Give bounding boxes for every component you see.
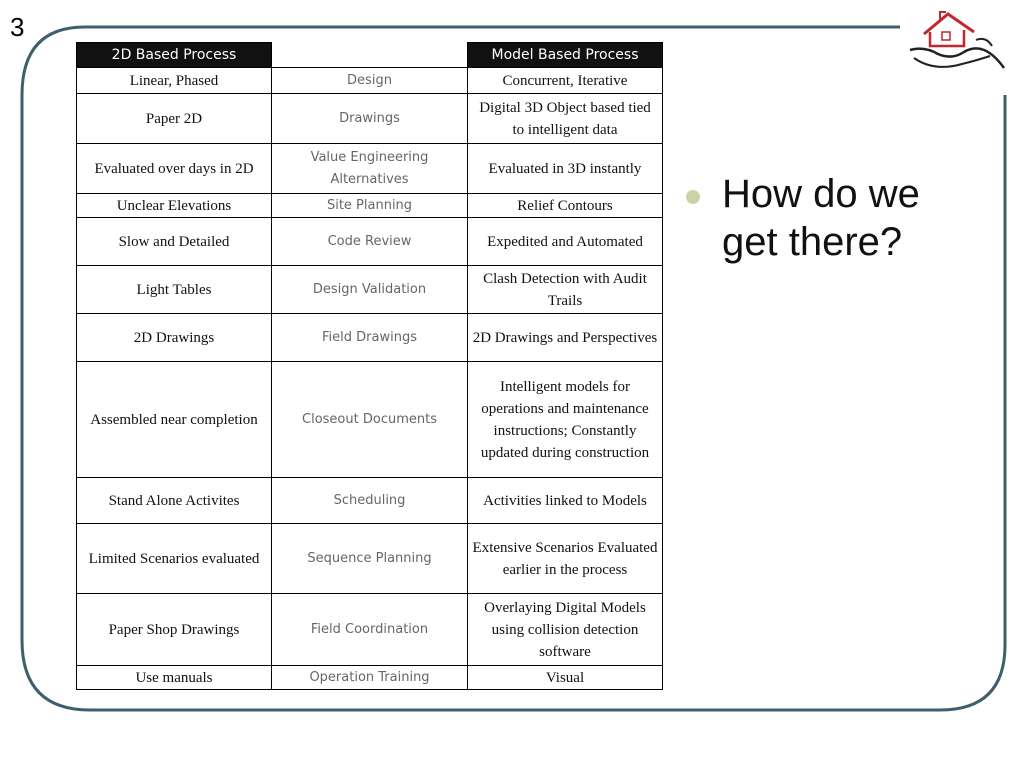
cell-model: Intelligent models for operations and maintenance instructions; Constantly updated during construction: [468, 362, 663, 478]
table-row: [77, 68, 663, 94]
house-in-hand-icon: [904, 6, 1012, 76]
table-row: [77, 144, 663, 194]
table-header-row: [77, 43, 663, 68]
cell-aspect: Field Drawings: [272, 314, 468, 362]
cell-aspect: Scheduling: [272, 478, 468, 524]
cell-model: 2D Drawings and Perspectives: [468, 314, 663, 362]
cell-2d: Evaluated over days in 2D: [77, 144, 272, 194]
cell-model: Concurrent, Iterative: [468, 68, 663, 94]
cell-aspect: Closeout Documents: [272, 362, 468, 478]
table-row: [77, 524, 663, 594]
cell-2d: Unclear Elevations: [77, 194, 272, 218]
bullet-question: How do we get there?: [722, 172, 920, 264]
cell-aspect: Design Validation: [272, 266, 468, 314]
cell-2d: Assembled near completion: [77, 362, 272, 478]
table-row: [77, 314, 663, 362]
table-row: [77, 666, 663, 690]
cell-2d: Light Tables: [77, 266, 272, 314]
cell-model: Clash Detection with Audit Trails: [468, 266, 663, 314]
table-row: [77, 362, 663, 478]
cell-2d: Stand Alone Activites: [77, 478, 272, 524]
table-row: [77, 218, 663, 266]
cell-aspect: Design: [272, 68, 468, 94]
cell-model: Evaluated in 3D instantly: [468, 144, 663, 194]
cell-aspect: Code Review: [272, 218, 468, 266]
cell-aspect: Operation Training: [272, 666, 468, 690]
cell-model: Relief Contours: [468, 194, 663, 218]
header-blank: [272, 43, 468, 68]
cell-2d: Paper Shop Drawings: [77, 594, 272, 666]
cell-2d: Limited Scenarios evaluated: [77, 524, 272, 594]
cell-aspect: Drawings: [272, 94, 468, 144]
bullet-list: [684, 170, 984, 266]
slide-number: 3: [10, 12, 25, 42]
process-comparison-table: [76, 42, 663, 690]
cell-2d: Slow and Detailed: [77, 218, 272, 266]
cell-model: Extensive Scenarios Evaluated earlier in the process: [468, 524, 663, 594]
cell-model: Overlaying Digital Models using collision detection software: [468, 594, 663, 666]
bullet-dot-icon: [686, 190, 700, 204]
cell-2d: Paper 2D: [77, 94, 272, 144]
table-row: [77, 594, 663, 666]
cell-model: Visual: [468, 666, 663, 690]
header-2d-process: 2D Based Process: [77, 43, 272, 68]
cell-2d: Use manuals: [77, 666, 272, 690]
cell-aspect: Sequence Planning: [272, 524, 468, 594]
header-model-process: Model Based Process: [468, 43, 663, 68]
cell-model: Digital 3D Object based tied to intelligent data: [468, 94, 663, 144]
table-row: [77, 478, 663, 524]
cell-model: Expedited and Automated: [468, 218, 663, 266]
cell-aspect: Field Coordination: [272, 594, 468, 666]
table-row: [77, 194, 663, 218]
table-row: [77, 94, 663, 144]
cell-model: Activities linked to Models: [468, 478, 663, 524]
table-row: [77, 266, 663, 314]
cell-2d: 2D Drawings: [77, 314, 272, 362]
cell-aspect: Site Planning: [272, 194, 468, 218]
cell-2d: Linear, Phased: [77, 68, 272, 94]
cell-aspect: Value Engineering Alternatives: [272, 144, 468, 194]
